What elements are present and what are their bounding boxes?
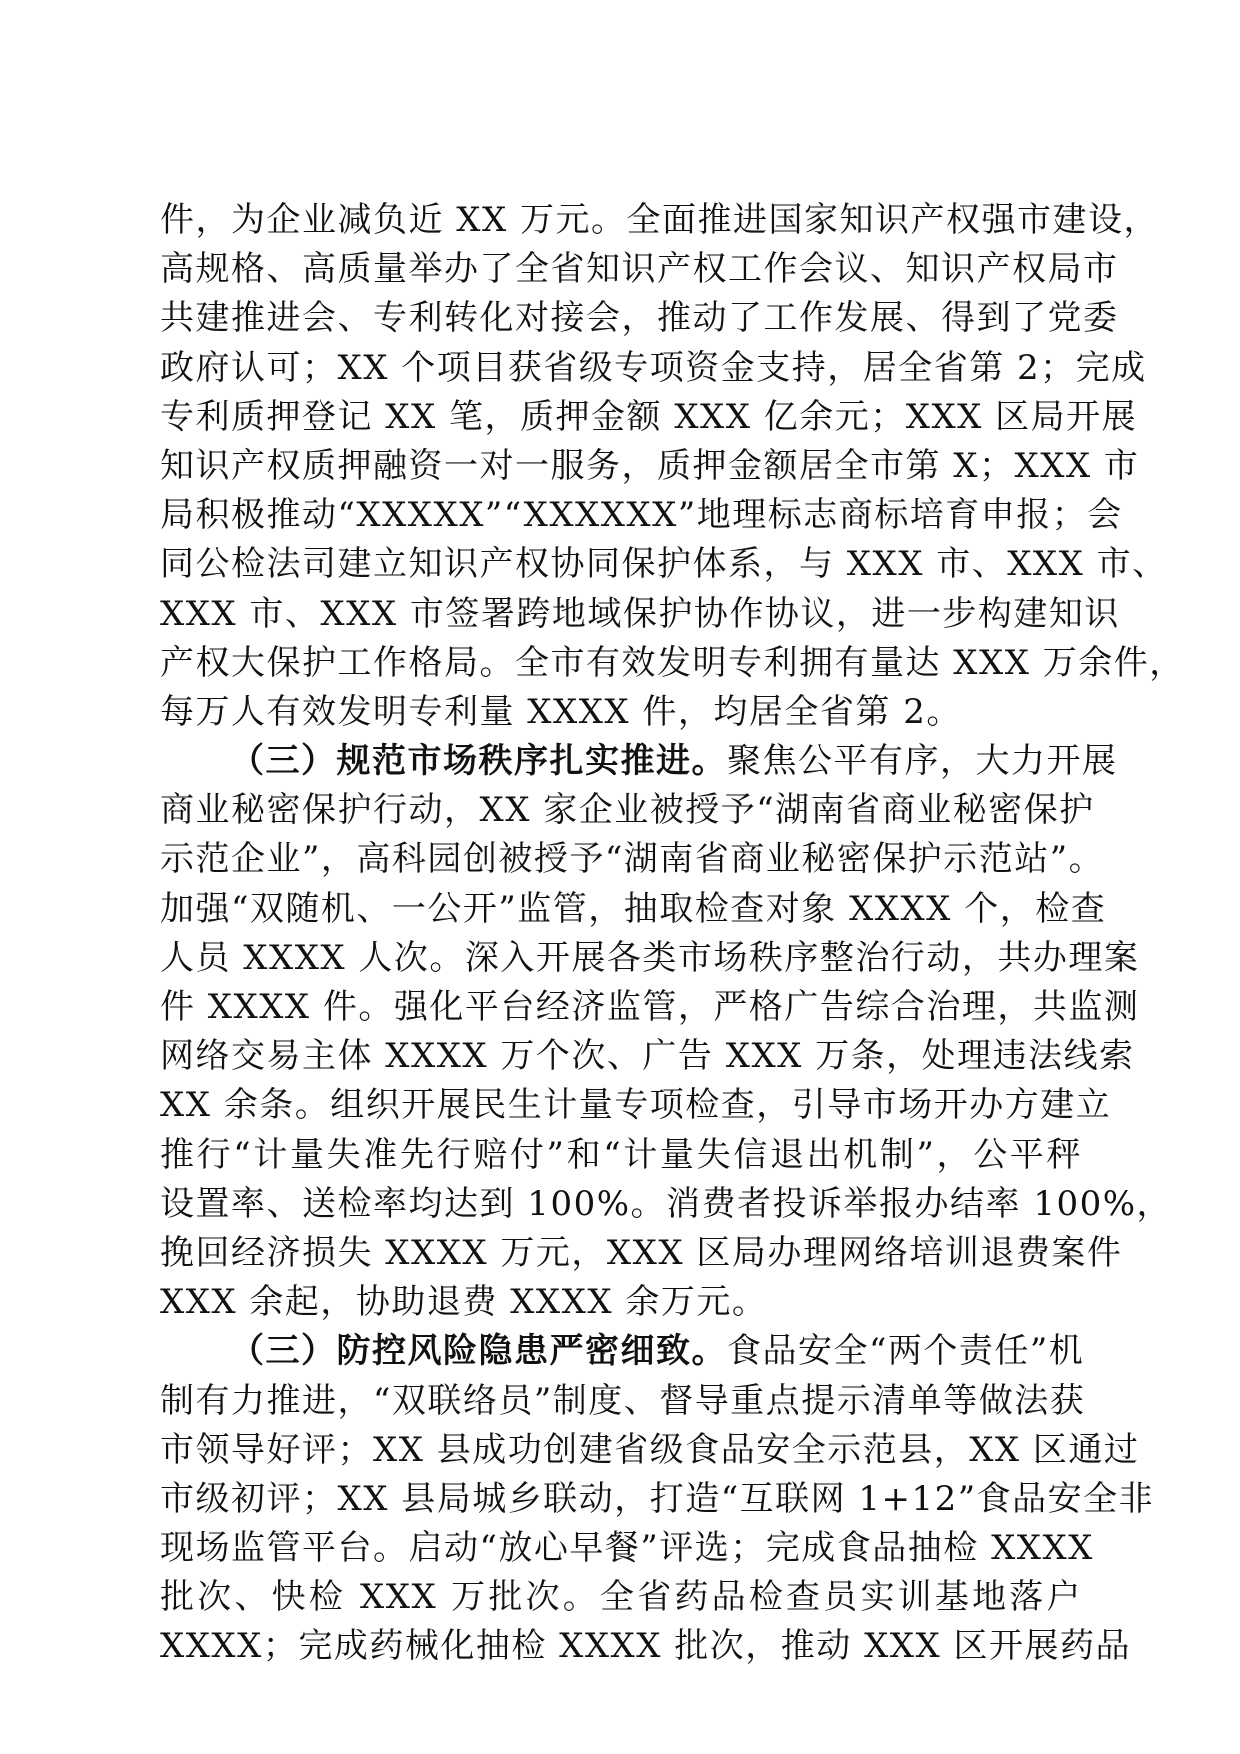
- text-line: 件 XXXX 件。强化平台经济监管，严格广告综合治理，共监测: [160, 987, 1140, 1027]
- section-lead-text: 食品安全“两个责任”机: [727, 1331, 1085, 1372]
- text-line: [160, 737, 1118, 786]
- text-line: 知识产权质押融资一对一服务，质押金额居全市第 X；XXX 市: [160, 445, 1140, 486]
- text-line: 推行“计量失准先行赔付”和“计量失信退出机制”，公平秤: [160, 1134, 1082, 1175]
- text-line: 专利质押登记 XX 笔，质押金额 XXX 亿余元；XXX 区局开展: [160, 396, 1138, 437]
- text-line: 市级初评；XX 县局城乡联动，打造“互联网 1+12”食品安全非: [160, 1478, 1155, 1519]
- text-line: 高规格、高质量举办了全省知识产权工作会议、知识产权局市: [160, 249, 1119, 290]
- paragraph-risk-control: [160, 1327, 1155, 1671]
- text-line: 人员 XXXX 人次。深入开展各类市场秩序整治行动，共办理案: [160, 937, 1140, 978]
- text-line: 同公检法司建立知识产权协同保护体系，与 XXX 市、XXX 市、: [160, 544, 1168, 585]
- section-heading: （三）防控风险隐患严密细致。: [230, 1331, 727, 1372]
- text-line: 产权大保护工作格局。全市有效发明专利拥有量达 XXX 万余件，: [160, 642, 1185, 683]
- text-line: 政府认可；XX 个项目获省级专项资金支持，居全省第 2；完成: [160, 347, 1147, 388]
- text-line: XXX 市、XXX 市签署跨地域保护协作协议，进一步构建知识: [160, 593, 1120, 634]
- text-line: XXXX；完成药械化抽检 XXXX 批次，推动 XXX 区开展药品: [160, 1626, 1131, 1667]
- text-line: 局积极推动“XXXXX”“XXXXXX”地理标志商标培育申报；会: [160, 495, 1123, 536]
- text-line: 示范企业”，高科园创被授予“湖南省商业秘密保护示范站”。: [160, 839, 1105, 880]
- text-line: 市领导好评；XX 县成功创建省级食品安全示范县，XX 区通过: [160, 1429, 1140, 1470]
- text-line: 加强“双随机、一公开”监管，抽取检查对象 XXXX 个，检查: [160, 888, 1107, 929]
- text-line: 现场监管平台。启动“放心早餐”评选；完成食品抽检 XXXX: [160, 1528, 1094, 1569]
- text-line: 每万人有效发明专利量 XXXX 件，均居全省第 2。: [160, 691, 962, 732]
- text-line: 批次、快检 XXX 万批次。全省药品检查员实训基地落户: [160, 1577, 1082, 1618]
- text-line: 设置率、送检率均达到 100%。消费者投诉举报办结率 100%，: [160, 1183, 1173, 1224]
- text-line: 共建推进会、专利转化对接会，推动了工作发展、得到了党委: [160, 298, 1119, 339]
- text-line: 件，为企业减负近 XX 万元。全面推进国家知识产权强市建设，: [160, 200, 1160, 240]
- document-body: [160, 196, 1185, 1672]
- paragraph-continuation: [160, 196, 1185, 737]
- text-line: XX 余条。组织开展民生计量专项检查，引导市场开办方建立: [160, 1085, 1112, 1126]
- section-heading: （三）规范市场秩序扎实推进。: [230, 741, 727, 782]
- text-line: 商业秘密保护行动，XX 家企业被授予“湖南省商业秘密保护: [160, 790, 1095, 831]
- section-lead-text: 聚焦公平有序，大力开展: [727, 741, 1118, 782]
- text-line: 网络交易主体 XXXX 万个次、广告 XXX 万条，处理违法线索: [160, 1036, 1135, 1077]
- text-line: 挽回经济损失 XXXX 万元，XXX 区局办理网络培训退费案件: [160, 1232, 1123, 1273]
- text-line: 制有力推进，“双联络员”制度、督导重点提示清单等做法获: [160, 1380, 1086, 1421]
- paragraph-market-order: [160, 737, 1173, 1327]
- text-line: XXX 余起，协助退费 XXXX 余万元。: [160, 1282, 768, 1323]
- text-line: [160, 1327, 1085, 1376]
